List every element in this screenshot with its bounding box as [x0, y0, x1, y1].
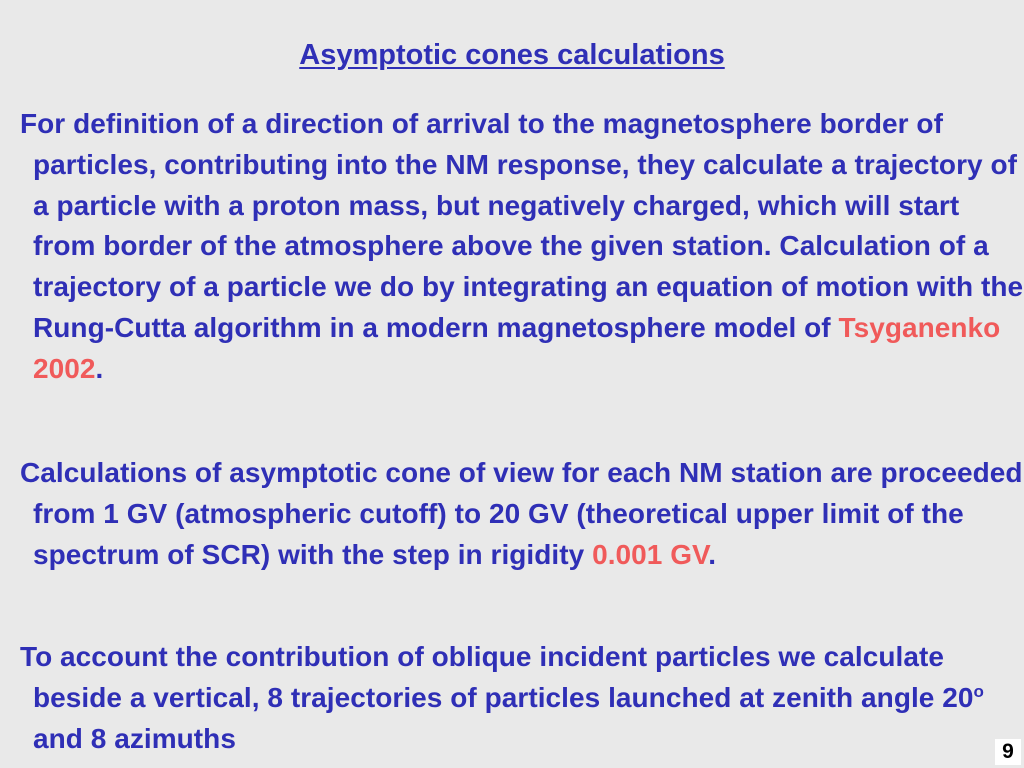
highlight-model-name: Tsyganenko 2002 — [33, 311, 1001, 384]
paragraph-tail: and 8 azimuths — [33, 722, 236, 754]
paragraph-end-punctuation: . — [95, 352, 104, 384]
paragraph-text: Calculations of asymptotic cone of view for each NM station are proceeded from 1 GV (atmospheric cutoff) to 20 GV (theoretical upper limit of the spectrum of SCR) with the step in rigidity — [20, 457, 1023, 570]
page-number: 9 — [995, 739, 1021, 765]
paragraph-text: To account the contribution of oblique incident particles we calculate beside a vertical, 8 trajectories of particles launched at zenith angle 20 — [20, 641, 974, 713]
paragraph-trajectory-definition — [20, 104, 1024, 390]
paragraph-end-punctuation: . — [708, 538, 717, 570]
highlight-rigidity-step: 0.001 GV — [592, 538, 709, 570]
paragraph-rigidity-range — [20, 453, 1024, 575]
paragraph-oblique-particles — [20, 637, 1024, 759]
degree-superscript: o — [973, 681, 984, 701]
paragraph-text: For definition of a direction of arrival to the magnetosphere border of particles, contributing into the NM response, they calculate a trajectory of a particle with a proton mass, but negatively charged, which will start from border of the atmosphere above the given station. Calculation of a trajectory of a particle we do by integrating an equation of motion with the Rung-Cutta algorithm in a modern magnetosphere model of — [20, 108, 1024, 343]
slide-title: Asymptotic cones calculations — [299, 39, 725, 71]
